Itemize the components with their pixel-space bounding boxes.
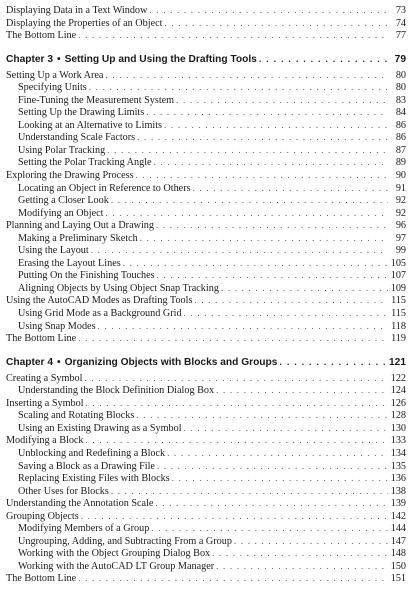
toc-subentry[interactable] (6, 182, 406, 195)
dot-leader (86, 397, 388, 410)
dot-leader (146, 106, 388, 119)
toc-subentry[interactable] (6, 522, 406, 535)
dot-leader (216, 560, 388, 573)
entry-page-number: 134 (390, 447, 406, 459)
entry-title: Displaying Data in a Text Window (6, 5, 148, 16)
entry-page-number: 144 (390, 523, 406, 535)
toc-subentry[interactable] (6, 460, 406, 473)
dot-leader (259, 51, 388, 67)
chapter-label: Chapter 4 (6, 356, 53, 368)
chapter-bullet: • (57, 53, 61, 65)
dot-leader (157, 460, 388, 473)
chapter-title: Organizing Objects with Blocks and Groups (64, 356, 278, 368)
toc-subentry[interactable] (6, 81, 406, 94)
chapter-page-number: 121 (389, 356, 406, 368)
dot-leader (107, 144, 388, 157)
entry-page-number: 130 (390, 422, 406, 434)
toc-subentry[interactable] (6, 409, 406, 422)
entry-title: Other Uses for Blocks (18, 485, 109, 497)
toc-subentry[interactable] (6, 156, 406, 169)
dot-leader (91, 244, 388, 257)
toc-entry[interactable] (6, 4, 406, 17)
toc-entry[interactable] (6, 17, 406, 30)
entry-title: Aligning Objects by Using Object Snap Tracking (18, 282, 219, 294)
entry-page-number: 119 (391, 333, 406, 345)
entry-page-number: 105 (390, 257, 406, 269)
toc-subentry[interactable] (6, 384, 406, 397)
toc-subentry[interactable] (6, 472, 406, 485)
dot-leader (105, 207, 388, 220)
entry-page-number: 86 (395, 119, 406, 131)
entry-title: Displaying the Properties of an Object (6, 17, 163, 29)
entry-page-number: 151 (390, 573, 406, 585)
dot-leader (78, 332, 388, 345)
entry-title: Using the Layout (18, 245, 89, 257)
entry-page-number: 87 (395, 144, 406, 156)
entry-title: Scaling and Rotating Blocks (18, 410, 135, 422)
dot-leader (111, 485, 388, 498)
entry-page-number: 91 (395, 182, 406, 194)
entry-page-number: 115 (391, 308, 406, 320)
toc-subentry[interactable] (6, 131, 406, 144)
entry-page-number: 124 (390, 385, 406, 397)
dot-leader (157, 269, 388, 282)
entry-title: Making a Preliminary Sketch (18, 232, 138, 244)
entry-page-number: 147 (390, 535, 406, 547)
entry-title: Modifying Members of a Group (18, 523, 150, 535)
chapter-title: Setting Up and Using the Drafting Tools (64, 53, 257, 65)
dot-leader (156, 219, 388, 232)
dot-leader (137, 131, 388, 144)
toc-subentry[interactable] (6, 194, 406, 207)
dot-leader (151, 522, 388, 535)
entry-page-number: 73 (395, 5, 406, 16)
entry-page-number: 89 (395, 157, 406, 169)
entry-title: Setting the Polar Tracking Angle (18, 157, 152, 169)
entry-title: Fine-Tuning the Measurement System (18, 94, 175, 106)
dot-leader (155, 497, 388, 510)
entry-title: Using the AutoCAD Modes as Drafting Tools (6, 295, 193, 307)
dot-leader (81, 510, 388, 523)
chapter-heading[interactable] (6, 51, 406, 67)
entry-page-number: 107 (390, 270, 406, 282)
entry-page-number: 135 (390, 460, 406, 472)
entry-title: Using an Existing Drawing as a Symbol (18, 422, 182, 434)
dot-leader (172, 472, 388, 485)
toc-subentry[interactable] (6, 320, 406, 333)
dot-leader (84, 372, 388, 385)
toc-entry[interactable] (6, 29, 406, 42)
entry-page-number: 109 (390, 282, 406, 294)
entry-page-number: 80 (395, 69, 406, 81)
toc-entry[interactable] (6, 169, 406, 182)
toc-subentry[interactable] (6, 144, 406, 157)
entry-page-number: 99 (395, 245, 406, 257)
entry-page-number: 138 (390, 485, 406, 497)
entry-page-number: 150 (390, 560, 406, 572)
entry-title: Understanding Scale Factors (18, 132, 136, 144)
dot-leader (140, 232, 388, 245)
entry-title: Saving a Block as a Drawing File (18, 460, 155, 472)
toc-entry[interactable] (6, 497, 406, 510)
entry-title: Planning and Laying Out a Drawing (6, 220, 154, 232)
dot-leader (167, 447, 388, 460)
entry-page-number: 97 (395, 232, 406, 244)
dot-leader (234, 535, 388, 548)
dot-leader (164, 119, 388, 132)
entry-title: Exploring the Drawing Process (6, 170, 134, 182)
entry-title: Grouping Objects (6, 510, 79, 522)
entry-title: Ungrouping, Adding, and Subtracting From a Group (18, 535, 232, 547)
entry-page-number: 115 (391, 295, 406, 307)
entry-title: Working with the AutoCAD LT Group Manager (18, 560, 215, 572)
entry-page-number: 136 (390, 473, 406, 485)
toc-entry[interactable] (6, 510, 406, 523)
dot-leader (279, 354, 387, 370)
entry-page-number: 128 (390, 410, 406, 422)
toc-entry[interactable] (6, 294, 406, 307)
dot-leader (154, 156, 388, 169)
entry-title: The Bottom Line (6, 333, 77, 345)
dot-leader (89, 81, 388, 94)
toc-entry[interactable] (6, 397, 406, 410)
dot-leader (136, 169, 388, 182)
toc-subentry[interactable] (6, 106, 406, 119)
dot-leader (194, 294, 388, 307)
toc-entry[interactable] (6, 219, 406, 232)
dot-leader (212, 547, 388, 560)
chapter-bullet: • (57, 356, 61, 368)
entry-page-number: 84 (395, 107, 406, 119)
entry-title: Setting Up the Drawing Limits (18, 107, 145, 119)
dot-leader (136, 409, 388, 422)
dot-leader (98, 320, 388, 333)
dot-leader (78, 572, 388, 585)
dot-leader (111, 194, 388, 207)
entry-title: Unblocking and Redefining a Block (18, 447, 166, 459)
toc-subentry[interactable] (6, 282, 406, 295)
entry-page-number: 80 (395, 82, 406, 94)
toc-subentry[interactable] (6, 535, 406, 548)
toc-subentry[interactable] (6, 547, 406, 560)
chapter-page-number: 79 (394, 53, 406, 65)
toc-entry[interactable] (6, 69, 406, 82)
chapter-label: Chapter 3 (6, 53, 53, 65)
dot-leader (193, 182, 388, 195)
toc-entry[interactable] (6, 572, 406, 585)
entry-title: Setting Up a Work Area (6, 69, 104, 81)
entry-title: Erasing the Layout Lines (18, 257, 121, 269)
toc-subentry[interactable] (6, 244, 406, 257)
entry-title: Locating an Object in Reference to Others (18, 182, 191, 194)
dot-leader (105, 69, 388, 82)
dot-leader (184, 422, 388, 435)
entry-page-number: 142 (390, 510, 406, 522)
entry-title: Modifying an Object (18, 207, 104, 219)
toc-subentry[interactable] (6, 269, 406, 282)
toc-entry[interactable] (6, 372, 406, 385)
entry-title: Putting On the Finishing Touches (18, 270, 155, 282)
table-of-contents (6, 4, 406, 585)
entry-title: The Bottom Line (6, 30, 77, 42)
entry-page-number: 90 (395, 170, 406, 182)
toc-subentry[interactable] (6, 422, 406, 435)
dot-leader (78, 29, 388, 42)
toc-subentry[interactable] (6, 94, 406, 107)
entry-title: Creating a Symbol (6, 372, 83, 384)
dot-leader (123, 257, 388, 270)
entry-page-number: 77 (395, 30, 406, 42)
entry-page-number: 92 (395, 207, 406, 219)
entry-title: Using Snap Modes (18, 320, 96, 332)
toc-subentry[interactable] (6, 119, 406, 132)
entry-page-number: 133 (390, 435, 406, 447)
entry-title: Modifying a Block (6, 435, 84, 447)
entry-page-number: 122 (390, 372, 406, 384)
entry-title: Specifying Units (18, 82, 87, 94)
toc-subentry[interactable] (6, 307, 406, 320)
entry-title: Replacing Existing Files with Blocks (18, 473, 170, 485)
entry-page-number: 139 (390, 498, 406, 510)
toc-subentry[interactable] (6, 485, 406, 498)
entry-page-number: 86 (395, 132, 406, 144)
entry-page-number: 126 (390, 397, 406, 409)
dot-leader (149, 4, 388, 17)
entry-page-number: 148 (390, 548, 406, 560)
toc-subentry[interactable] (6, 560, 406, 573)
dot-leader (176, 94, 388, 107)
entry-page-number: 92 (395, 195, 406, 207)
toc-subentry[interactable] (6, 232, 406, 245)
entry-title: Getting a Closer Look (18, 195, 109, 207)
toc-entry[interactable] (6, 332, 406, 345)
toc-entry[interactable] (6, 434, 406, 447)
dot-leader (221, 282, 388, 295)
entry-page-number: 74 (395, 17, 406, 29)
entry-title: Understanding the Block Definition Dialog Box (18, 385, 215, 397)
entry-page-number: 83 (395, 94, 406, 106)
dot-leader (216, 384, 388, 397)
dot-leader (86, 434, 388, 447)
entry-page-number: 118 (391, 320, 406, 332)
entry-title: Using Grid Mode as a Background Grid (18, 308, 182, 320)
entry-title: Inserting a Symbol (6, 397, 84, 409)
entry-title: Working with the Object Grouping Dialog Box (18, 548, 211, 560)
entry-title: Looking at an Alternative to Limits (18, 119, 163, 131)
entry-title: Using Polar Tracking (18, 144, 106, 156)
toc-subentry[interactable] (6, 257, 406, 270)
entry-title: The Bottom Line (6, 573, 77, 585)
dot-leader (164, 17, 388, 30)
toc-subentry[interactable] (6, 207, 406, 220)
entry-title: Understanding the Annotation Scale (6, 498, 154, 510)
chapter-heading[interactable] (6, 354, 406, 370)
entry-page-number: 96 (395, 220, 406, 232)
toc-subentry[interactable] (6, 447, 406, 460)
dot-leader (184, 307, 388, 320)
